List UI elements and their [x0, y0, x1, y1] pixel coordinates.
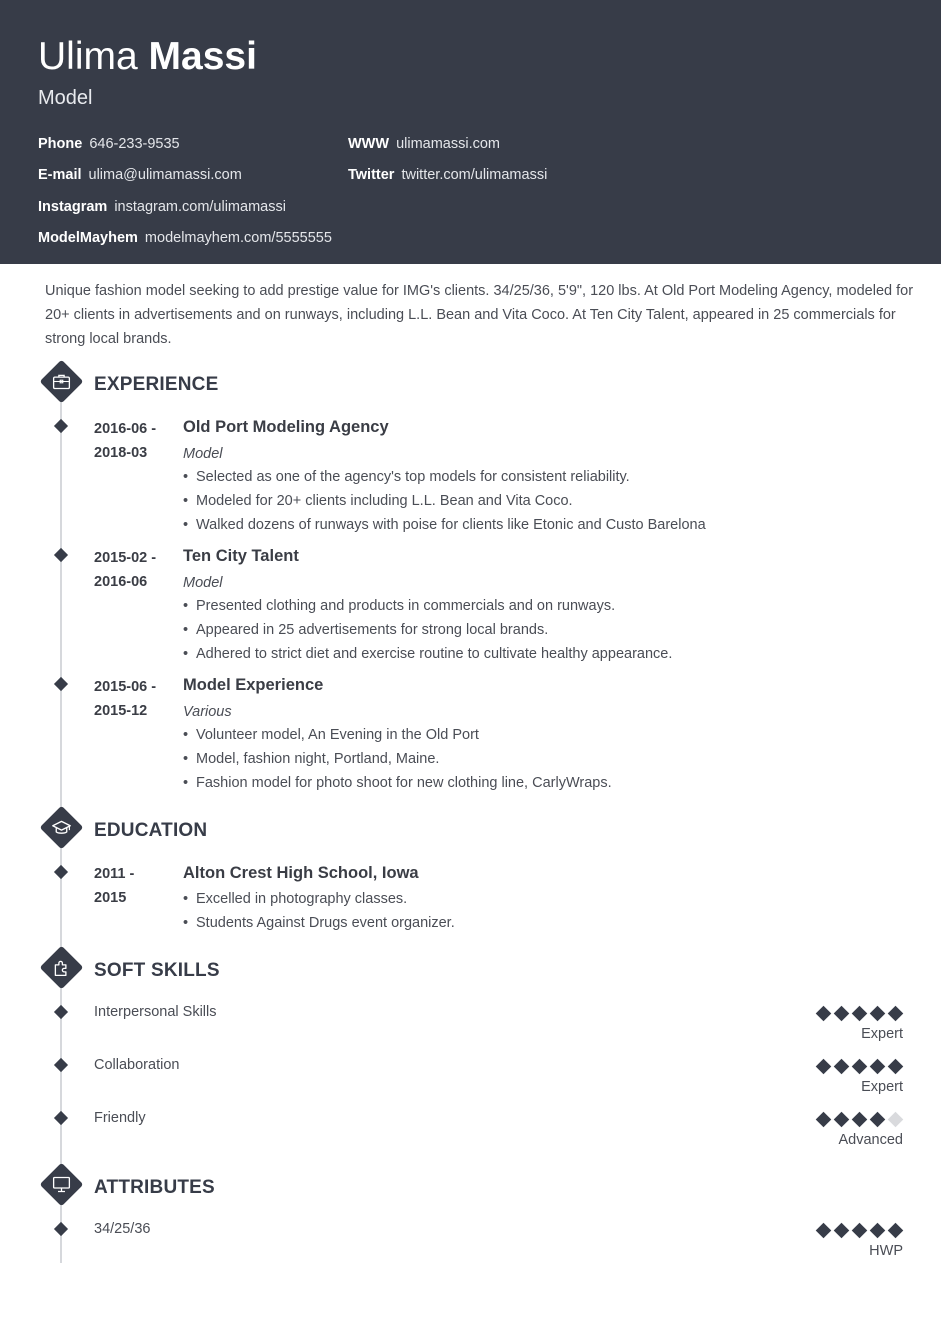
timeline-dot: [54, 1005, 68, 1019]
contact-value[interactable]: ulimamassi.com: [396, 136, 500, 152]
candidate-name: [38, 34, 257, 80]
section-title-attributes: ATTRIBUTES: [94, 1177, 215, 1198]
timeline-dot: [54, 865, 68, 879]
first-name: Ulima: [38, 35, 138, 78]
rating-diamond-filled: [852, 1059, 868, 1075]
contact-label: WWW: [348, 136, 390, 152]
bullet-item: • Appeared in 25 advertisements for strong local brands.: [183, 618, 672, 642]
section-icon-soft-skills: [40, 946, 84, 990]
bullet-list: [183, 594, 672, 666]
date-start: 2015-06 -: [94, 679, 157, 695]
skill-rating: [816, 1059, 903, 1074]
job-role: Model: [183, 446, 223, 462]
section-icon-experience: [40, 360, 84, 404]
section-title-education: EDUCATION: [94, 820, 208, 841]
section-icon-education: [40, 806, 84, 850]
skill-level: Expert: [861, 1026, 903, 1042]
contact-label: E-mail: [38, 167, 82, 183]
date-start: 2016-06 -: [94, 421, 157, 437]
job-role: Various: [183, 704, 232, 720]
contact-modelmayhem: [38, 229, 332, 247]
section-icon-attributes: [40, 1163, 84, 1207]
bullet-item: • Selected as one of the agency's top models for consistent reliability.: [183, 465, 706, 489]
bullet-item: • Walked dozens of runways with poise for clients like Etonic and Custo Barelona: [183, 513, 706, 537]
graduation-cap-icon: [51, 817, 72, 838]
rating-diamond-filled: [816, 1223, 832, 1239]
rating-diamond-filled: [834, 1112, 850, 1128]
date-end: 2015: [94, 890, 127, 906]
rating-diamond-filled: [834, 1006, 850, 1022]
rating-diamond-filled: [852, 1112, 868, 1128]
rating-diamond-filled: [852, 1006, 868, 1022]
rating-diamond-filled: [870, 1059, 886, 1075]
attribute-rating: [816, 1223, 903, 1238]
rating-diamond-filled: [834, 1059, 850, 1075]
timeline-dot: [54, 1111, 68, 1125]
timeline-dot: [54, 1058, 68, 1072]
resume-header: [0, 0, 941, 264]
date-end: 2016-06: [94, 574, 148, 590]
employer-name: Old Port Modeling Agency: [183, 418, 389, 436]
bullet-item: • Students Against Drugs event organizer.: [183, 911, 455, 935]
attribute-level: HWP: [869, 1243, 903, 1259]
contact-label: Twitter: [348, 167, 395, 183]
bullet-list: [183, 465, 706, 537]
skill-name: Friendly: [94, 1110, 146, 1126]
rating-diamond-filled: [852, 1223, 868, 1239]
rating-diamond-filled: [888, 1059, 904, 1075]
rating-diamond-filled: [816, 1006, 832, 1022]
bullet-item: • Model, fashion night, Portland, Maine.: [183, 747, 612, 771]
date-end: 2018-03: [94, 445, 148, 461]
timeline-dot: [54, 1222, 68, 1236]
section-title-soft-skills: SOFT SKILLS: [94, 960, 220, 981]
employer-name: Ten City Talent: [183, 547, 299, 565]
skill-level: Advanced: [838, 1132, 903, 1148]
contact-label: ModelMayhem: [38, 230, 138, 246]
timeline-dot: [54, 419, 68, 433]
job-title: Model: [38, 87, 93, 109]
contact-label: Phone: [38, 136, 83, 152]
date-end: 2015-12: [94, 703, 148, 719]
bullet-list: [183, 887, 455, 935]
rating-diamond-filled: [834, 1223, 850, 1239]
job-role: Model: [183, 575, 223, 591]
employer-name: Model Experience: [183, 676, 324, 694]
bullet-item: • Volunteer model, An Evening in the Old Port: [183, 723, 612, 747]
contact-email: [38, 166, 242, 184]
bullet-item: • Modeled for 20+ clients including L.L. Bean and Vita Coco.: [183, 489, 706, 513]
bullet-item: • Presented clothing and products in commercials and on runways.: [183, 594, 672, 618]
skill-name: Interpersonal Skills: [94, 1004, 217, 1020]
rating-diamond-filled: [870, 1006, 886, 1022]
school-name: Alton Crest High School, Iowa: [183, 864, 419, 882]
puzzle-piece-icon: [51, 957, 72, 978]
date-range: [94, 546, 179, 594]
date-start: 2011 -: [94, 866, 135, 882]
rating-diamond-filled: [816, 1112, 832, 1128]
rating-diamond-filled: [816, 1059, 832, 1075]
rating-diamond-filled: [888, 1006, 904, 1022]
section-title-experience: EXPERIENCE: [94, 374, 219, 395]
bullet-item: • Excelled in photography classes.: [183, 887, 455, 911]
contact-instagram: [38, 198, 286, 216]
summary-paragraph: Unique fashion model seeking to add prestige value for IMG's clients. 34/25/36, 5'9", 120 lbs. At Old Port Modeling Agency, modeled for 20+ clients in advertisements and on runways, including L.L. Bean and Vita Coco. At Ten City Talent, appeared in 25 commercials for strong local brands.: [45, 283, 914, 347]
rating-diamond-filled: [870, 1112, 886, 1128]
briefcase-icon: [51, 371, 72, 392]
attribute-name: 34/25/36: [94, 1221, 151, 1237]
contact-value[interactable]: twitter.com/ulimamassi: [401, 167, 548, 183]
contact-value[interactable]: 646-233-9535: [89, 136, 180, 152]
timeline-dot: [54, 548, 68, 562]
skill-rating: [816, 1112, 903, 1127]
rating-diamond-filled: [888, 1223, 904, 1239]
contact-phone: [38, 135, 180, 153]
date-range: [94, 862, 179, 910]
rating-diamond-empty: [888, 1112, 904, 1128]
contact-label: Instagram: [38, 199, 108, 215]
bullet-list: [183, 723, 612, 795]
contact-value[interactable]: modelmayhem.com/5555555: [144, 230, 332, 246]
contact-value[interactable]: ulima@ulimamassi.com: [88, 167, 242, 183]
contact-value[interactable]: instagram.com/ulimamassi: [114, 199, 286, 215]
skill-rating: [816, 1006, 903, 1021]
contact-twitter: [348, 166, 547, 184]
date-range: [94, 675, 179, 723]
contact-www: [348, 135, 500, 153]
skill-level: Expert: [861, 1079, 903, 1095]
date-start: 2015-02 -: [94, 550, 157, 566]
date-range: [94, 417, 179, 465]
bullet-item: • Fashion model for photo shoot for new clothing line, CarlyWraps.: [183, 771, 612, 795]
skill-name: Collaboration: [94, 1057, 180, 1073]
rating-diamond-filled: [870, 1223, 886, 1239]
timeline-dot: [54, 677, 68, 691]
monitor-icon: [51, 1174, 72, 1195]
bullet-item: • Adhered to strict diet and exercise routine to cultivate healthy appearance.: [183, 642, 672, 666]
last-name: Massi: [148, 35, 257, 78]
